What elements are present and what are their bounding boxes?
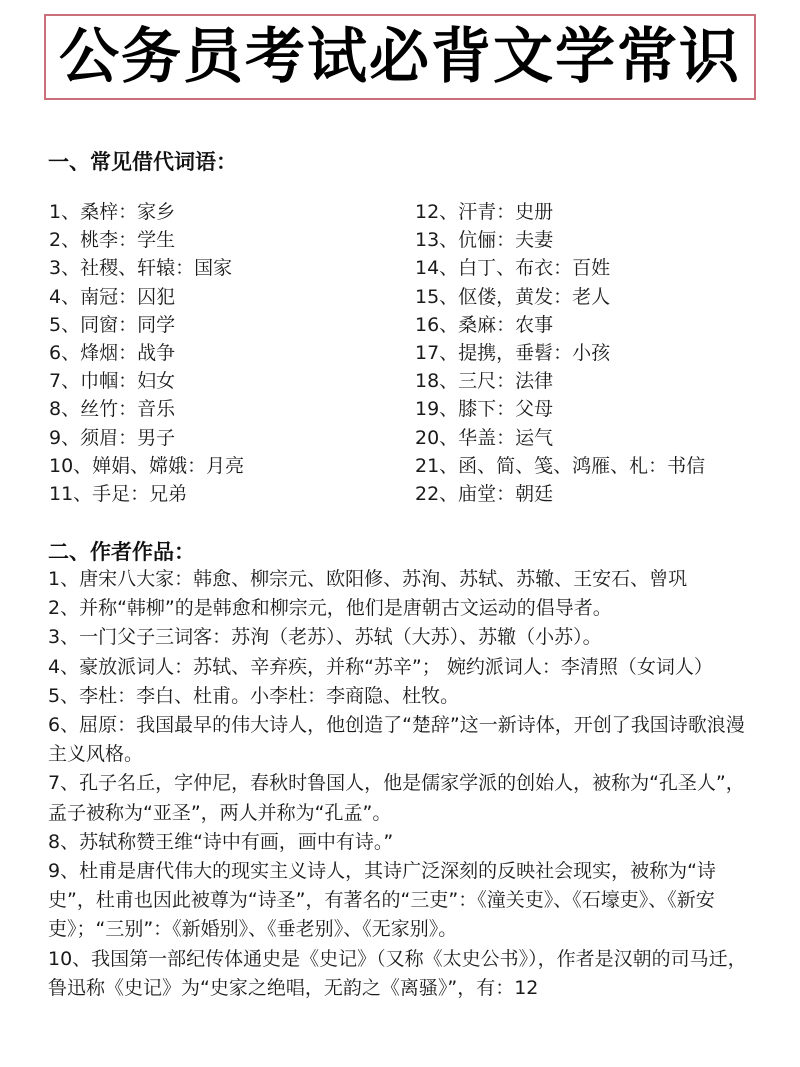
list-item: 1、桑梓：家乡 [49,201,176,223]
paragraph: 9、杜甫是唐代伟大的现实主义诗人，其诗广泛深刻的反映社会现实，被称为“诗史”，杜甫也因此被尊为“诗圣”，有著名的“三吏”：《潼关吏》、《石壕吏》、《新安吏》；“三别”：《新婚别》、《垂老别》、《无家别》。 [48,860,716,941]
paragraph: 2、并称“韩柳”的是韩愈和柳宗元，他们是唐朝古文运动的倡导者。 [48,597,612,620]
title-box [44,14,756,100]
paragraph: 3、一门父子三词客：苏洵（老苏）、苏轼（大苏）、苏辙（小苏）。 [48,626,602,649]
list-item: 8、丝竹：音乐 [49,398,176,421]
list-item: 5、同窗：同学 [49,313,176,336]
list-item: 14、白丁、布衣：百姓 [415,257,611,280]
authors-works-list [48,565,760,1003]
list-item: 11、手足：兄弟 [49,483,188,506]
list-item: 7、巾帼：妇女 [49,370,176,393]
list-item: 6、烽烟：战争 [49,342,176,365]
list-item: 2、桃李：学生 [49,229,176,252]
list-item: 19、膝下：父母 [415,398,554,421]
list-item: 4、南冠：囚犯 [49,285,176,308]
paragraph: 5、李杜：李白、杜甫。小李杜：李商隐、杜牧。 [48,684,460,707]
list-item: 10、婵娟、嫦娥：月亮 [49,454,245,477]
paragraph: 6、屈原：我国最早的伟大诗人，他创造了“楚辞”这一新诗体，开创了我国诗歌浪漫主义风格。 [48,714,745,766]
list-item: 3、社稷、轩辕：国家 [49,257,233,280]
list-item: 20、华盖：运气 [415,426,554,449]
page-title: 公务员考试必背文学常识 [59,22,741,92]
section-heading-metonymy: 一、常见借代词语： [48,150,237,174]
list-item: 16、桑麻：农事 [415,313,554,336]
paragraph: 4、豪放派词人：苏轼、辛弃疾，并称“苏辛”； 婉约派词人：李清照（女词人） [48,655,713,678]
list-item: 15、伛偻，黄发：老人 [415,285,611,308]
list-item: 18、三尺：法律 [415,370,554,393]
paragraph: 1、唐宋八大家：韩愈、柳宗元、欧阳修、苏洵、苏轼、苏辙、王安石、曾巩 [48,568,688,590]
metonymy-list-left [49,198,244,508]
paragraph: 8、苏轼称赞王维“诗中有画，画中有诗。” [48,830,394,853]
list-item: 9、须眉：男子 [49,426,176,449]
list-item: 22、庙堂：朝廷 [415,483,554,506]
list-item: 13、伉俪：夫妻 [415,229,554,252]
list-item: 17、提携，垂髫：小孩 [415,342,611,365]
paragraph: 10、我国第一部纪传体通史是《史记》（又称《太史公书》），作者是汉朝的司马迁，鲁迅称《史记》为“史家之绝唱，无韵之《离骚》”，有：12 [48,947,747,999]
section-heading-authors-works: 二、作者作品： [48,540,195,564]
list-item: 21、函、简、笺、鸿雁、札：书信 [415,454,706,477]
list-item: 12、汗青：史册 [415,201,554,223]
metonymy-list-right [415,198,705,508]
paragraph: 7、孔子名丘，字仲尼，春秋时鲁国人，他是儒家学派的创始人，被称为“孔圣人”，孟子被称为“亚圣”，两人并称为“孔孟”。 [48,772,745,824]
